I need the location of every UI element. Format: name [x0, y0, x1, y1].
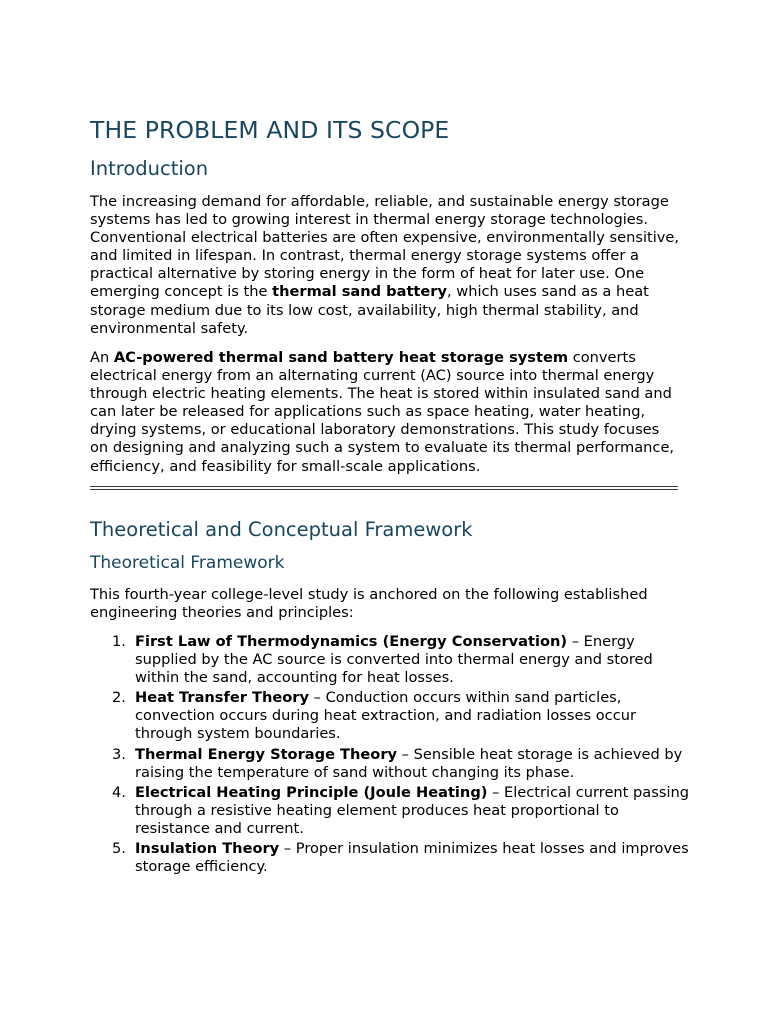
section-divider: [90, 486, 678, 490]
document-title: THE PROBLEM AND ITS SCOPE: [90, 116, 450, 144]
list-item-term: Electrical Heating Principle (Joule Heating): [135, 783, 488, 801]
theoretical-framework-subheading: Theoretical Framework: [90, 553, 285, 573]
list-item-number: 4.: [112, 783, 126, 801]
para1-bold-term: thermal sand battery: [272, 283, 448, 301]
list-item-text: – Proper insulation minimizes heat losses and improves storage efficiency.: [135, 840, 689, 876]
introduction-heading: Introduction: [90, 157, 209, 180]
para2-bold-term: AC-powered thermal sand battery heat storage system: [113, 349, 569, 366]
list-item-text: – Electrical current passing through a resistive heating element produces heat proportional to resistance and current.: [135, 783, 690, 837]
list-item-term: First Law of Thermodynamics (Energy Conservation): [135, 633, 568, 650]
list-item-number: 1.: [112, 633, 126, 650]
framework-intro-paragraph: This fourth-year college-level study is anchored on the following established engineering theories and principles:: [90, 586, 648, 622]
list-item-text: – Conduction occurs within sand particles, convection occurs during heat extraction, and radiation losses occur through system boundaries.: [135, 689, 636, 743]
introduction-paragraph-1: [90, 193, 682, 338]
list-item-term: Insulation Theory: [135, 840, 280, 858]
para1-text-before: The increasing demand for affordable, reliable, and sustainable energy storage systems has led to growing interest in thermal energy storage technologies. Conventional electrical batteries are often expensive, environmentally sensitive, and limited in lifespan. In contrast, thermal energy storage systems offer a practical alternative by storing energy in the form of heat for later use. One emerging concept is the: [90, 193, 680, 301]
introduction-paragraph-2: [90, 349, 682, 476]
list-item-number: 2.: [112, 689, 126, 707]
theories-list: [90, 633, 690, 878]
list-item: [90, 840, 690, 876]
list-item-text: – Sensible heat storage is achieved by raising the temperature of sand without changing its phase.: [135, 745, 683, 781]
list-item-text: – Energy supplied by the AC source is converted into thermal energy and stored within the sand, accounting for heat losses.: [135, 633, 653, 687]
list-item: [90, 784, 690, 838]
para1-text-after: , which uses sand as a heat storage medium due to its low cost, availability, high thermal stability, and environmental safety.: [90, 283, 649, 337]
list-item: [90, 746, 690, 782]
para2-text-after: converts electrical energy from an alternating current (AC) source into thermal energy through electric heating elements. The heat is stored within insulated sand and can later be released for applications such as space heating, water heating, drying systems, or educational laboratory demonstrations. This study focuses on designing and analyzing such a system to evaluate its thermal performance, efficiency, and feasibility for small-scale applications.: [90, 349, 675, 475]
framework-heading: Theoretical and Conceptual Framework: [90, 518, 473, 541]
list-item-number: 3.: [112, 745, 126, 763]
list-item: [90, 689, 690, 743]
list-item-term: Heat Transfer Theory: [135, 689, 309, 707]
list-item-term: Thermal Energy Storage Theory: [135, 745, 398, 763]
list-item-number: 5.: [112, 840, 126, 858]
list-item: [90, 633, 690, 687]
para2-text-before: An: [90, 349, 114, 366]
